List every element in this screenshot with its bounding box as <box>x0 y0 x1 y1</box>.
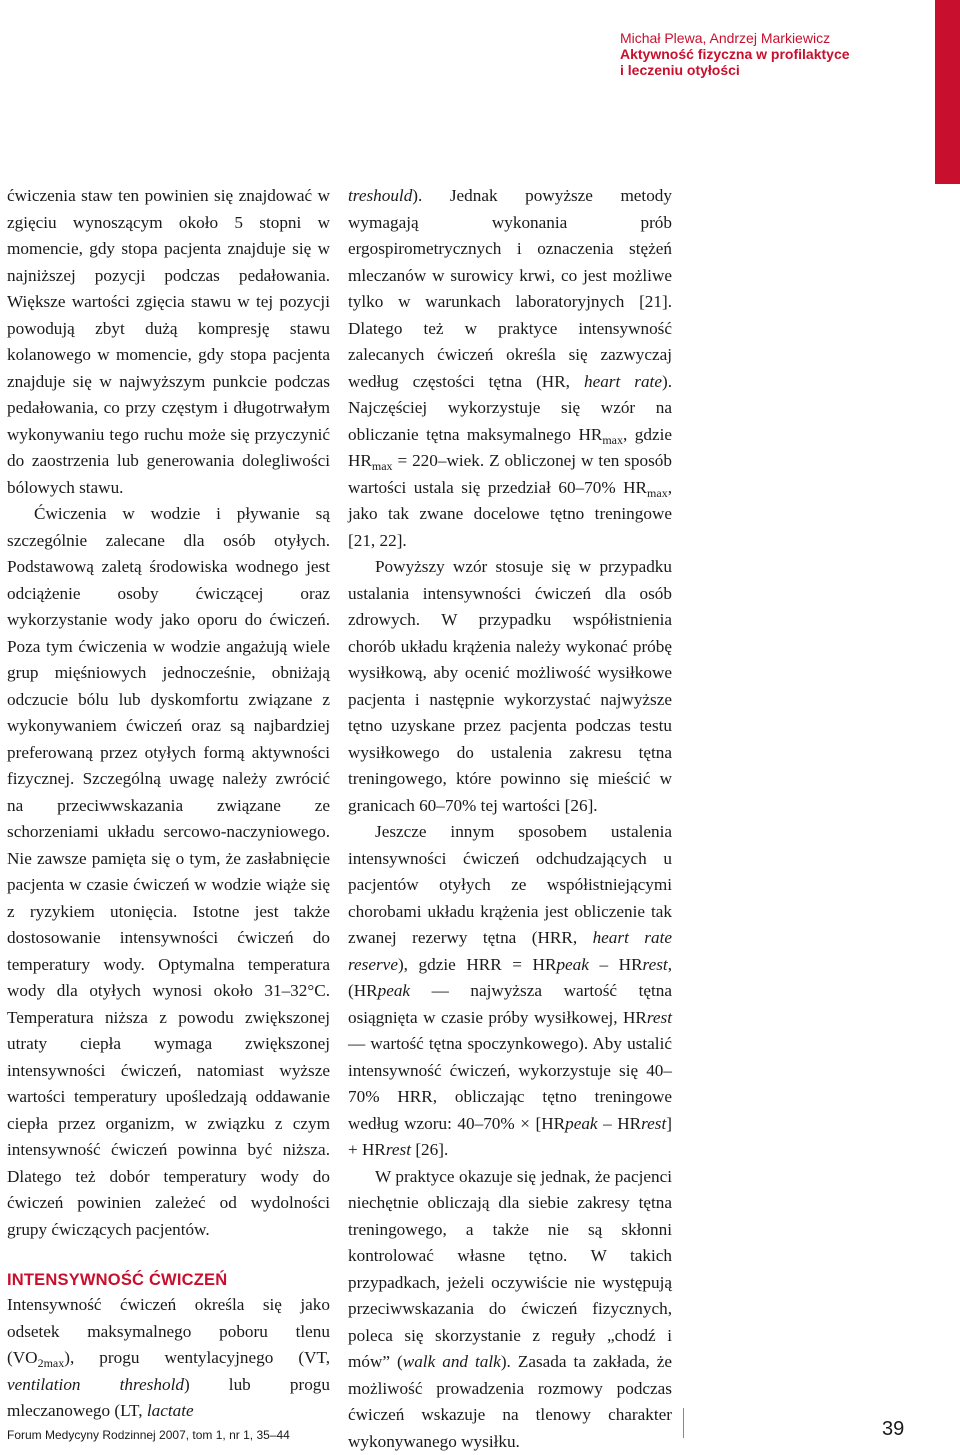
paragraph: Powyższy wzór stosuje się w przypadku ustalania intensywności ćwiczeń dla osób zdrowych. W przypadku współistnienia chorób układu krążenia należy wykonać próbę wysiłkową, aby ocenić możliwość wysiłkowe pacjenta i następnie wykorzystać najwyższe tętno uzyskane przez pacjenta podczas testu wysiłkowego do ustalenia zakresu tętna treningowego, które powinno się mieścić w granicach 60–70% tej wartości [26]. <box>348 554 672 819</box>
left-column <box>7 183 330 1425</box>
header-authors: Michał Plewa, Andrzej Markiewicz <box>620 30 880 46</box>
accent-bar <box>935 0 960 184</box>
page-number: 39 <box>882 1418 904 1441</box>
header-title-line1: Aktywność fizyczna w profilaktyce <box>620 46 880 62</box>
paragraph: treshould). Jednak powyższe metody wymagają wykonania prób ergospirometrycznych i oznaczenia stężeń mleczanów w surowicy krwi, co jest możliwe tylko w warunkach laboratoryjnych [21]. Dlatego też w praktyce intensywność zalecanych ćwiczeń określa się zazwyczaj według częstości tętna (HR, heart rate). Najczęściej wykorzystuje się wzór na obliczanie tętna maksymalnego $HR_{max}$, gdzie $HR_{max}$ = 220–wiek. Z obliczonej w ten sposób wartości ustala się przedział 60–70% $HR_{max}$, jako tak zwane docelowe tętno treningowe [21, 22]. <box>348 183 672 554</box>
paragraph: W praktyce okazuje się jednak, że pacjenci niechętnie obliczają dla siebie zakresy tętna treningowego, a także nie są skłonni kontrolować własne tętno. W takich przypadkach, jeżeli oczywiście nie występują przeciwwskazania do ćwiczeń fizycznych, poleca się skorzystanie z reguły „chodź i mów” (walk and talk). Zasada ta zakłada, że możliwość prowadzenia rozmowy podczas ćwiczeń wskazuje na tlenowy charakter wykonywanego wysiłku. <box>348 1164 672 1455</box>
running-header <box>620 30 880 78</box>
paragraph: Jeszcze innym sposobem ustalenia intensywności ćwiczeń odchudzających u pacjentów otyłych ze współistniejącymi chorobami układu krążenia jest obliczenie tak zwanej rezerwy tętna (HRR, heart rate reserve), gdzie HRR = HRpeak – HRrest, (HRpeak — najwyższa wartość tętna osiągnięta w czasie próby wysiłkowej, HRrest — wartość tętna spoczynkowego). Aby ustalić intensywność ćwiczeń, wykorzystuje się 40–70% HRR, obliczając tętno treningowe według wzoru: 40–70% × [HRpeak – HRrest] + HRrest [26]. <box>348 819 672 1164</box>
paragraph: Intensywność ćwiczeń określa się jako odsetek maksymalnego poboru tlenu $(VO_{2max})$, progu wentylacyjnego (VT, ventilation threshold) lub progu mleczanowego (LT, lactate <box>7 1292 330 1425</box>
paragraph: ćwiczenia staw ten powinien się znajdować w zgięciu wynoszącym około 5 stopni w momencie, gdy stopa pacjenta znajduje się w najniższej pozycji podczas pedałowania. Większe wartości zgięcia stawu w tej pozycji powodują zbyt dużą kompresję stawu kolanowego w momencie, gdy stopa pacjenta znajduje się w najwyższym punkcie podczas pedałowania, co przy częstym i długotrwałym wykonywaniu tego ruchu może się przyczynić do zaostrzenia lub generowania dolegliwości bólowych stawu. <box>7 183 330 501</box>
journal-citation: Forum Medycyny Rodzinnej 2007, tom 1, nr 1, 35–44 <box>7 1428 290 1442</box>
right-column <box>348 183 672 1455</box>
footer-divider <box>683 1408 684 1438</box>
paragraph: Ćwiczenia w wodzie i pływanie są szczególnie zalecane dla osób otyłych. Podstawową zaletą środowiska wodnego jest odciążenie osoby ćwiczącej oraz wykorzystanie wody jako oporu do ćwiczeń. Poza tym ćwiczenia w wodzie angażują wiele grup mięśniowych jednocześnie, obniżają odczucie bólu lub dyskomfortu związane z wykonywaniem ćwiczeń oraz są najbardziej preferowaną przez otyłych formą aktywności fizycznej. Szczególną uwagę należy zwrócić na przeciwwskazania związane ze schorzeniami układu sercowo-naczyniowego. Nie zawsze pamięta się o tym, że zasłabnięcie pacjenta w czasie ćwiczeń w wodzie wiąże się z ryzykiem utonięcia. Istotne jest także dostosowanie intensywności ćwiczeń do temperatury wody. Optymalna temperatura wody dla otyłych wynosi około 31–32°C. Temperatura niższa z powodu zwiększonej utraty ciepła wymaga zwiększonej intensywności ćwiczeń, natomiast wyższe wartości temperatury upośledzają oddawanie ciepła przez organizm, w związku z czym intensywność ćwiczeń powinna być niższa. Dlatego też dobór temperatury wody do ćwiczeń powinien zależeć od wydolności grupy ćwiczących pacjentów. <box>7 501 330 1243</box>
section-heading: INTENSYWNOŚĆ ĆWICZEŃ <box>7 1268 330 1292</box>
header-title-line2: i leczeniu otyłości <box>620 62 880 78</box>
